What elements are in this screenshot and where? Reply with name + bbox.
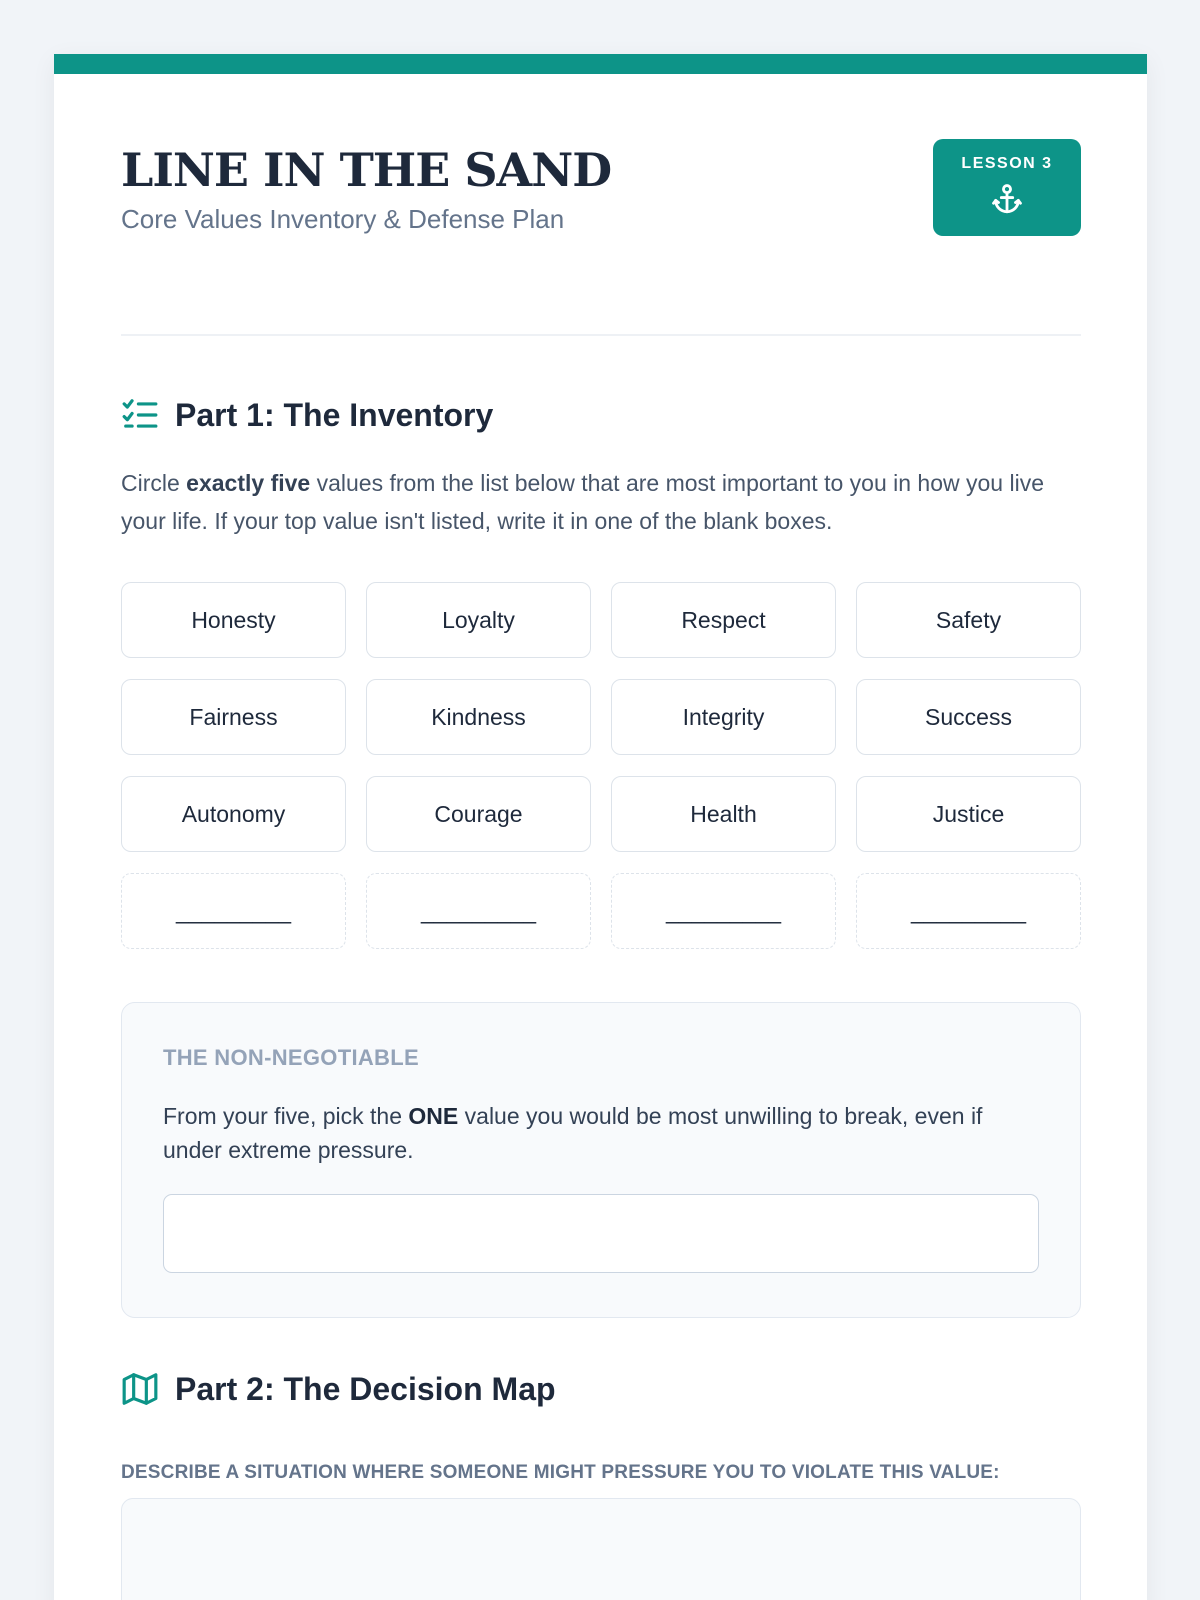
part2-heading: [121, 1370, 556, 1408]
non-negotiable-emphasis: ONE: [408, 1103, 459, 1129]
situation-field-label: DESCRIBE A SITUATION WHERE SOMEONE MIGHT PRESSURE YOU TO VIOLATE THIS VALUE:: [121, 1462, 1000, 1483]
value-chip-safety[interactable]: Safety: [856, 582, 1081, 658]
values-grid: [121, 582, 1081, 949]
non-negotiable-text-start: From your five, pick the: [163, 1103, 409, 1129]
page-title: LINE IN THE SAND: [121, 143, 612, 197]
blank-value-box[interactable]: _________: [856, 873, 1081, 949]
non-negotiable-card: [121, 1002, 1081, 1318]
blank-value-box[interactable]: _________: [121, 873, 346, 949]
value-chip-fairness[interactable]: Fairness: [121, 679, 346, 755]
worksheet-page: [54, 54, 1147, 1600]
non-negotiable-input[interactable]: [163, 1194, 1039, 1273]
value-chip-honesty[interactable]: Honesty: [121, 582, 346, 658]
value-chip-health[interactable]: Health: [611, 776, 836, 852]
anchor-icon: [990, 181, 1024, 217]
part1-instructions: [121, 464, 1081, 540]
worksheet-header: [121, 74, 1081, 336]
non-negotiable-heading: THE NON-NEGOTIABLE: [163, 1045, 419, 1070]
value-chip-success[interactable]: Success: [856, 679, 1081, 755]
part1-heading: [121, 396, 493, 434]
instructions-text-end: values from the list below that are most important to you in how you live your life. If your top value isn't listed, write it in one of the blank boxes.: [121, 470, 1044, 534]
value-chip-autonomy[interactable]: Autonomy: [121, 776, 346, 852]
value-chip-loyalty[interactable]: Loyalty: [366, 582, 591, 658]
part1-title: Part 1: The Inventory: [175, 396, 494, 433]
value-chip-respect[interactable]: Respect: [611, 582, 836, 658]
lesson-badge: [933, 139, 1081, 236]
value-chip-integrity[interactable]: Integrity: [611, 679, 836, 755]
instructions-emphasis: exactly five: [186, 470, 311, 496]
non-negotiable-text: [163, 1099, 1043, 1167]
blank-value-box[interactable]: _________: [611, 873, 836, 949]
checklist-icon: [121, 396, 159, 434]
value-chip-courage[interactable]: Courage: [366, 776, 591, 852]
non-negotiable-text-end: value you would be most unwilling to break, even if under extreme pressure.: [163, 1103, 983, 1163]
situation-textarea[interactable]: [121, 1498, 1081, 1600]
page-subtitle: Core Values Inventory & Defense Plan: [121, 204, 565, 234]
part2-title: Part 2: The Decision Map: [175, 1370, 556, 1407]
instructions-text-start: Circle: [121, 470, 187, 496]
lesson-label: LESSON 3: [961, 155, 1053, 172]
accent-bar: [54, 54, 1147, 74]
blank-value-box[interactable]: _________: [366, 873, 591, 949]
value-chip-kindness[interactable]: Kindness: [366, 679, 591, 755]
map-icon: [121, 1370, 159, 1408]
value-chip-justice[interactable]: Justice: [856, 776, 1081, 852]
